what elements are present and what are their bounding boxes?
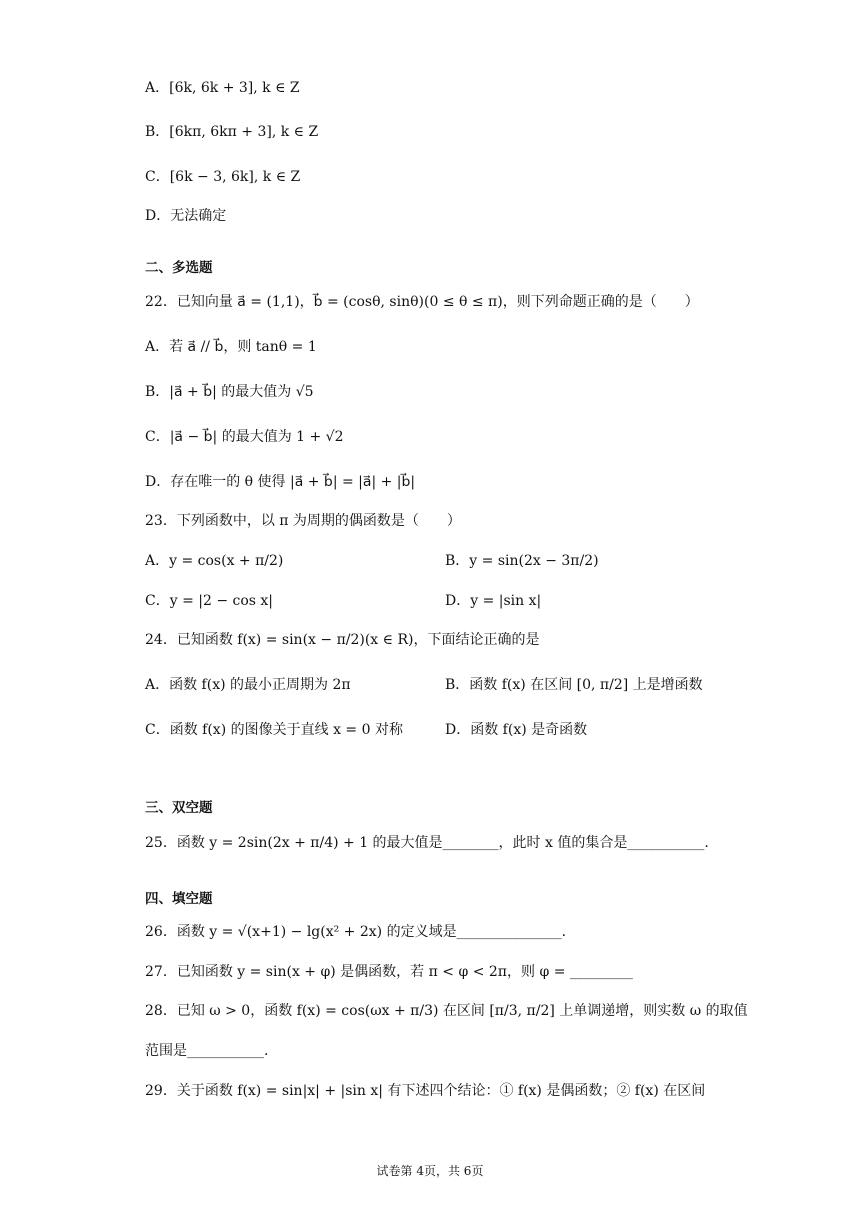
q27: 27．已知函数 y = sin(x + φ) 是偶函数，若 π < φ < 2π，则 φ = _________ — [145, 964, 633, 980]
q21-option-c: C．[6k − 3, 6k], k ∈ Z — [145, 169, 301, 185]
q24-option-c: C．函数 f(x) 的图像关于直线 x = 0 对称 — [145, 722, 403, 738]
q23-option-d: D．y = |sin x| — [445, 593, 542, 609]
q28-line-2: 范围是___________. — [145, 1043, 269, 1059]
section-double-blank-title: 三、双空题 — [145, 800, 213, 816]
q24-stem: 24．已知函数 f(x) = sin(x − π/2)(x ∈ R)，下面结论正确的是 — [145, 632, 540, 648]
q23-stem: 23．下列函数中，以 π 为周期的偶函数是（ ） — [145, 513, 461, 529]
q22-option-a: A．若 a⃗ // b⃗，则 tanθ = 1 — [145, 339, 317, 355]
section-multiple-choice-title: 二、多选题 — [145, 260, 213, 276]
q22-option-c: C．|a⃗ − b⃗| 的最大值为 1 + √2 — [145, 429, 344, 445]
q21-option-a: A．[6k, 6k + 3], k ∈ Z — [145, 80, 300, 96]
q21-option-b: B．[6kπ, 6kπ + 3], k ∈ Z — [145, 124, 319, 140]
q29: 29．关于函数 f(x) = sin|x| + |sin x| 有下述四个结论：① f(x) 是偶函数；② f(x) 在区间 — [145, 1083, 706, 1099]
q28-line-1: 28．已知 ω > 0，函数 f(x) = cos(ωx + π/3) 在区间 [π/3, π/2] 上单调递增，则实数 ω 的取值 — [145, 1003, 748, 1019]
q22-option-b: B．|a⃗ + b⃗| 的最大值为 √5 — [145, 384, 314, 400]
section-fill-blank-title: 四、填空题 — [145, 891, 213, 907]
q25: 25．函数 y = 2sin(2x + π/4) + 1 的最大值是________，此时 x 值的集合是___________. — [145, 835, 709, 851]
q24-option-d: D．函数 f(x) 是奇函数 — [445, 722, 588, 738]
q23-option-a: A．y = cos(x + π/2) — [145, 553, 284, 569]
page-footer: 试卷第 4页，共 6页 — [376, 1164, 484, 1178]
q22-option-d: D．存在唯一的 θ 使得 |a⃗ + b⃗| = |a⃗| + |b⃗| — [145, 474, 416, 490]
q22-stem: 22．已知向量 a⃗ = (1,1)，b⃗ = (cosθ, sinθ)(0 ≤ θ ≤ π)，则下列命题正确的是（ ） — [145, 294, 699, 310]
q26: 26．函数 y = √(x+1) − lg(x² + 2x) 的定义域是_______________. — [145, 924, 567, 940]
q23-option-c: C．y = |2 − cos x| — [145, 593, 274, 609]
q21-option-d: D．无法确定 — [145, 208, 227, 224]
q24-option-b: B．函数 f(x) 在区间 [0, π/2] 上是增函数 — [445, 677, 703, 693]
q24-option-a: A．函数 f(x) 的最小正周期为 2π — [145, 677, 351, 693]
q23-option-b: B．y = sin(2x − 3π/2) — [445, 553, 599, 569]
